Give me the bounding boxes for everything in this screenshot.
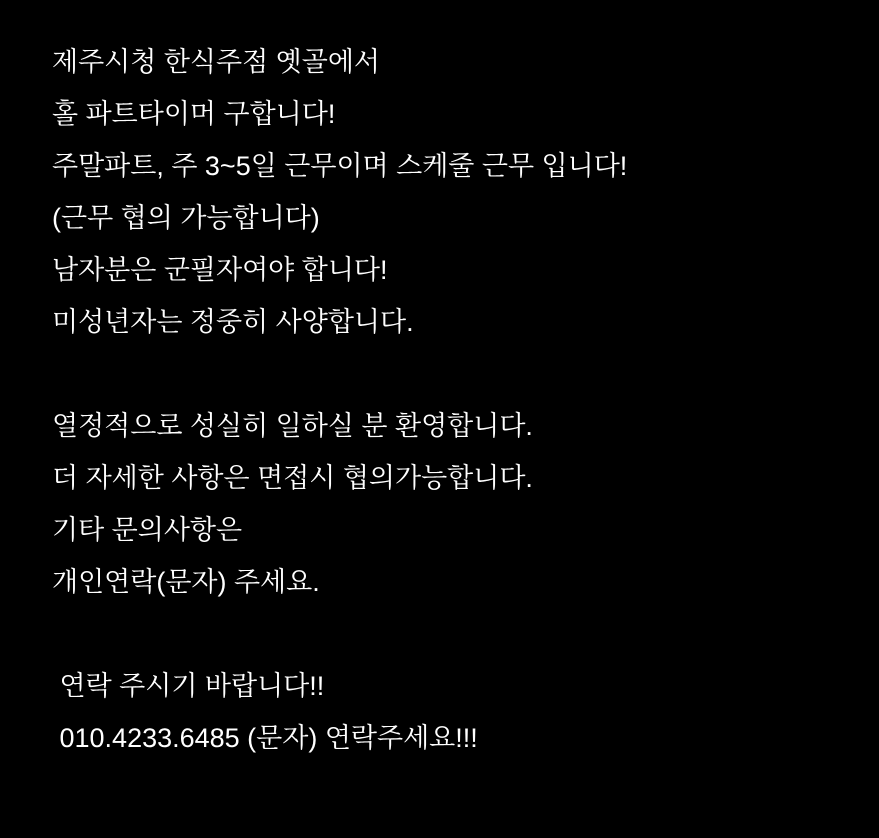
text-line: 더 자세한 사항은 면접시 협의가능합니다. [52,463,533,493]
text-line: (근무 협의 가능합니다) [52,203,320,233]
text-line: 연락 주시기 바랍니다!! [52,671,325,701]
contact-phone-line: 010.4233.6485 (문자) 연락주세요!!! [52,723,478,753]
text-line: 열정적으로 성실히 일하실 분 환영합니다. [52,411,533,441]
text-line: 남자분은 군필자여야 합니다! [52,255,388,285]
text-line: 주말파트, 주 3~5일 근무이며 스케줄 근무 입니다! [52,151,628,181]
text-line: 기타 문의사항은 [52,515,243,545]
text-line: 미성년자는 정중히 사양합니다. [52,307,414,337]
text-line-blank [52,608,879,660]
text-line: 개인연락(문자) 주세요. [52,567,320,597]
text-line: 제주시청 한식주점 옛골에서 [52,47,380,77]
text-line: 홀 파트타이머 구합니다! [52,99,336,129]
text-line-blank [52,348,879,400]
